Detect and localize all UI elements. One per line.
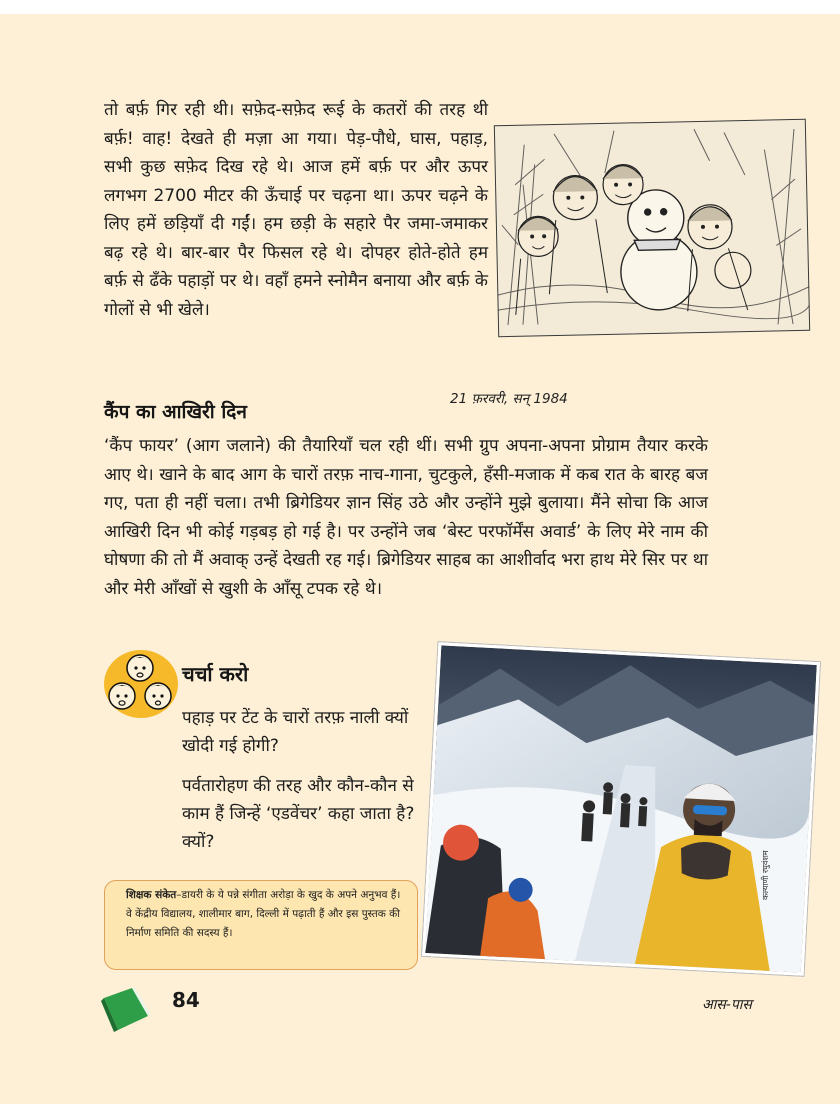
top-margin: [0, 0, 840, 14]
book-title: आस-पास: [702, 997, 752, 1013]
section-heading: कैंप का आखिरी दिन: [104, 401, 247, 423]
three-faces-discussion-icon: [102, 646, 180, 720]
teacher-note-label: शिक्षक संकेत: [126, 889, 177, 901]
photo-credit: कल्याणी रघुवंशम: [761, 850, 770, 900]
discussion-question-2: पर्वतारोहण की तरह और कौन-कौन से काम हैं जिन्हें ‘एडवेंचर’ कहा जाता है? क्यों?: [182, 776, 415, 852]
diary-paragraph-1: तो बर्फ़ गिर रही थी। सफ़ेद-सफ़ेद रूई के कतरों की तरह थी बर्फ़! वाह! देखते ही मज़ा आ गया। पेड़-पौधे, घास, पहाड़, सभी कुछ सफ़ेद दिख रहे थे। आज हमें बर्फ़ पर और ऊपर लगभग 2700 मीटर की ऊँचाई पर चढ़ना था। ऊपर चढ़ने के लिए हमें छड़ियाँ दी गईं। हम छड़ी के सहारे पैर जमा-जमाकर बढ़ रहे थे। बार-बार पैर फिसल रहे थे। दोपहर होते-होते हम बर्फ़ से ढँके पहाड़ों पर थे। वहाँ हमने स्नोमैन बनाया और बर्फ़ के गोलों से भी खेले।: [104, 100, 488, 320]
mountaineering-photo: [422, 642, 820, 976]
teacher-note: [126, 886, 406, 943]
section-date: 21 फ़रवरी, सन् 1984: [450, 391, 568, 407]
page-number: 84: [172, 988, 200, 1012]
green-book-icon: [96, 986, 156, 1034]
discussion-question-1: पहाड़ पर टेंट के चारों तरफ़ नाली क्यों खोदी गई होगी?: [182, 708, 409, 756]
discussion-title: चर्चा करो: [182, 662, 249, 686]
snowman-sketch-illustration: [494, 119, 810, 337]
teacher-note-text: –डायरी के ये पन्ने संगीता अरोड़ा के खुद के अपने अनुभव हैं। वे केंद्रीय विद्यालय, शालीमार बाग, दिल्ली में पढ़ाती हैं और इस पुस्तक की निर्माण समिति की सदस्य हैं।: [126, 889, 401, 939]
diary-paragraph-2: ‘कैंप फायर’ (आग जलाने) की तैयारियाँ चल रही थीं। सभी ग्रुप अपना-अपना प्रोग्राम तैयार करके आए थे। खाने के बाद आग के चारों तरफ़ नाच-गाना, चुटकुले, हँसी-मजाक में कब रात के बारह बज गए, पता ही नहीं चला। तभी ब्रिगेडियर ज्ञान सिंह उठे और उन्होंने मुझे बुलाया। मैंने सोचा कि आज आखिरी दिन भी कोई गड़बड़ हो गई है। पर उन्होंने जब ‘बेस्ट परफॉर्मेंस अवार्ड’ के लिए मेरे नाम की घोषणा की तो मैं अवाक् उन्हें देखती रह गई। ब्रिगेडियर साहब का आशीर्वाद भरा हाथ मेरे सिर पर था और मेरी आँखों से खुशी के आँसू टपक रहे थे।: [104, 436, 708, 599]
